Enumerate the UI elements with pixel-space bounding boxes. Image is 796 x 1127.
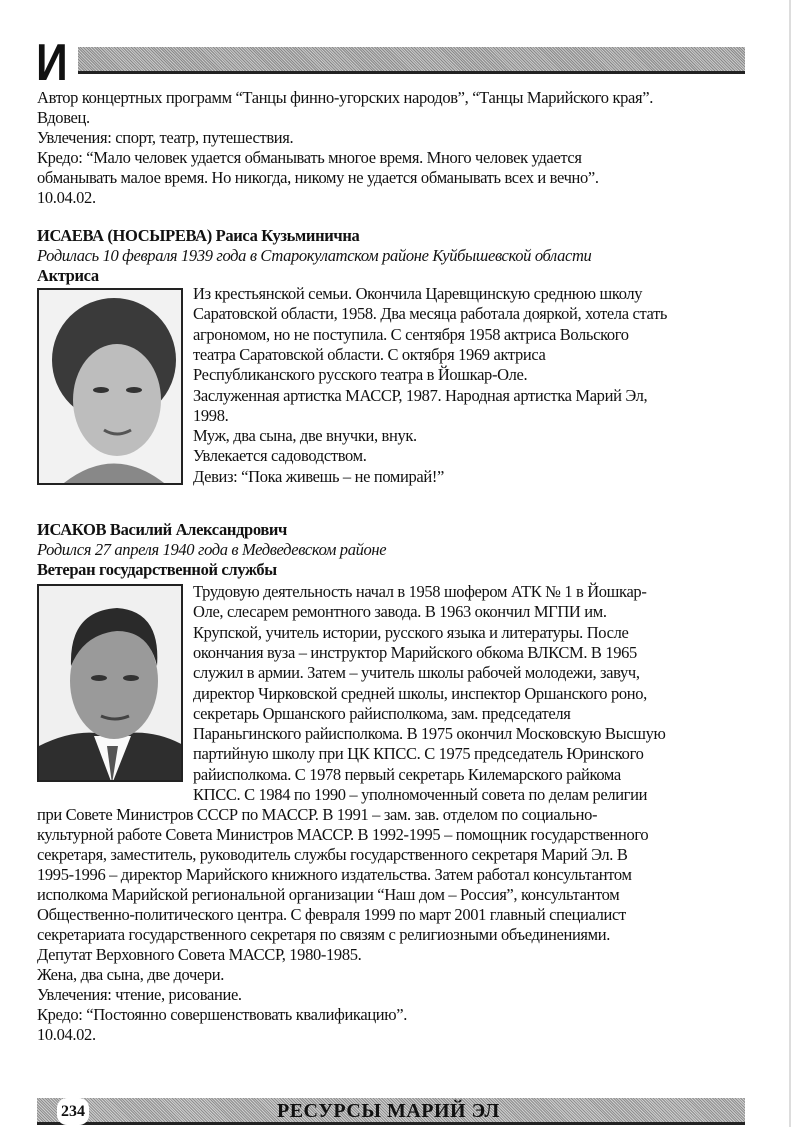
text-line: Оле, слесарем ремонтного завода. В 1963 окончил МГПИ им. <box>193 602 607 622</box>
text-line: 1998. <box>193 405 229 425</box>
text-line: культурной работе Совета Министров МАССР. В 1992-1995 – помощник государственного <box>37 825 649 844</box>
entry-name: ИСАКОВ Василий Александрович <box>37 520 288 539</box>
text-line: Депутат Верховного Совета МАССР, 1980-1985. <box>37 945 362 964</box>
section-letter: И <box>36 34 68 92</box>
section-header-bar <box>78 47 745 74</box>
text-line: Трудовую деятельность начал в 1958 шофером АТК № 1 в Йошкар- <box>193 582 647 601</box>
text-line: Крупской, учитель истории, русского языка и литературы. После <box>193 622 629 642</box>
scan-edge <box>789 0 791 1127</box>
text-line: Вдовец. <box>37 108 90 127</box>
text-line: служил в армии. Затем – учитель школы рабочей молодежи, завуч, <box>193 663 640 683</box>
footer-title: РЕСУРСЫ МАРИЙ ЭЛ <box>277 1100 500 1122</box>
text-line: Параньгинского райисполкома. В 1975 окончил Московскую Высшую <box>193 724 666 744</box>
text-line: Увлечения: спорт, театр, путешествия. <box>37 128 294 147</box>
portrait-man-photo <box>37 584 183 782</box>
page-footer <box>37 1098 745 1125</box>
text-line: партийную школу при ЦК КПСС. С 1975 председатель Юринского <box>193 744 644 764</box>
text-line: 1995-1996 – директор Марийского книжного издательства. Затем работал консультантом <box>37 865 632 884</box>
text-line: Кредо: “Постоянно совершенствовать квалификацию”. <box>37 1005 408 1024</box>
text-line: Заслуженная артистка МАССР, 1987. Народная артистка Марий Эл, <box>193 385 648 405</box>
text-line: Республиканского русского театра в Йошкар-Оле. <box>193 365 528 385</box>
entry-birth: Родился 27 апреля 1940 года в Медведевском районе <box>37 540 387 559</box>
text-line: при Совете Министров СССР по МАССР. В 1991 – зам. зав. отделом по социально- <box>37 805 598 824</box>
text-line: агрономом, но не поступила. С сентября 1958 актриса Вольского <box>193 324 629 344</box>
text-line: исполкома Марийской региональной организации “Наш дом – Россия”, консультантом <box>37 885 620 904</box>
text-line: Общественно-политического центра. С февраля 1999 по март 2001 главный специалист <box>37 905 626 924</box>
text-line: Увлечения: чтение, рисование. <box>37 985 242 1004</box>
text-line: Саратовской области, 1958. Два месяца работала дояркой, хотела стать <box>193 304 668 324</box>
entry-birth: Родилась 10 февраля 1939 года в Старокулатском районе Куйбышевской области <box>37 246 592 265</box>
text-line: Кредо: “Мало человек удается обманывать многое время. Много человек удается <box>37 148 582 167</box>
portrait-woman-photo <box>37 288 183 485</box>
text-line: секретаря, заместитель, руководитель службы государственного секретаря Марий Эл. В <box>37 845 628 864</box>
text-line: Автор концертных программ “Танцы финно-угорских народов”, “Танцы Марийского края”. <box>37 88 653 107</box>
text-line: секретариата государственного секретаря по связям с религиозными объединениями. <box>37 925 611 944</box>
text-line: Жена, два сына, две дочери. <box>37 965 225 984</box>
page-number: 234 <box>57 1098 89 1125</box>
text-line: директор Чирковской средней школы, инспектор Оршанского роно, <box>193 683 647 703</box>
text-line: окончания вуза – инструктор Марийского обкома ВЛКСМ. В 1965 <box>193 642 637 662</box>
text-line: театра Саратовской области. С октября 1969 актриса <box>193 344 546 364</box>
text-line: райисполкома. С 1978 первый секретарь Килемарского райкома <box>193 764 621 784</box>
text-line: 10.04.02. <box>37 1025 96 1044</box>
entry-title: Актриса <box>37 266 99 285</box>
entry-name: ИСАЕВА (НОСЫРЕВА) Раиса Кузьминична <box>37 226 360 245</box>
text-line: КПСС. С 1984 по 1990 – уполномоченный совета по делам религии <box>193 785 648 804</box>
text-line: секретарь Оршанского райисполкома, зам. председателя <box>193 703 571 723</box>
text-line: обманывать малое время. Но никогда, никому не удается обманывать всех и вечно”. <box>37 168 599 187</box>
entry-title: Ветеран государственной службы <box>37 560 277 579</box>
text-line: Девиз: “Пока живешь – не помирай!” <box>193 466 444 486</box>
text-line: Муж, два сына, две внучки, внук. <box>193 426 417 446</box>
text-line: Увлекается садоводством. <box>193 446 367 466</box>
text-line: Из крестьянской семьи. Окончила Царевщинскую среднюю школу <box>193 284 643 303</box>
text-line: 10.04.02. <box>37 188 96 207</box>
